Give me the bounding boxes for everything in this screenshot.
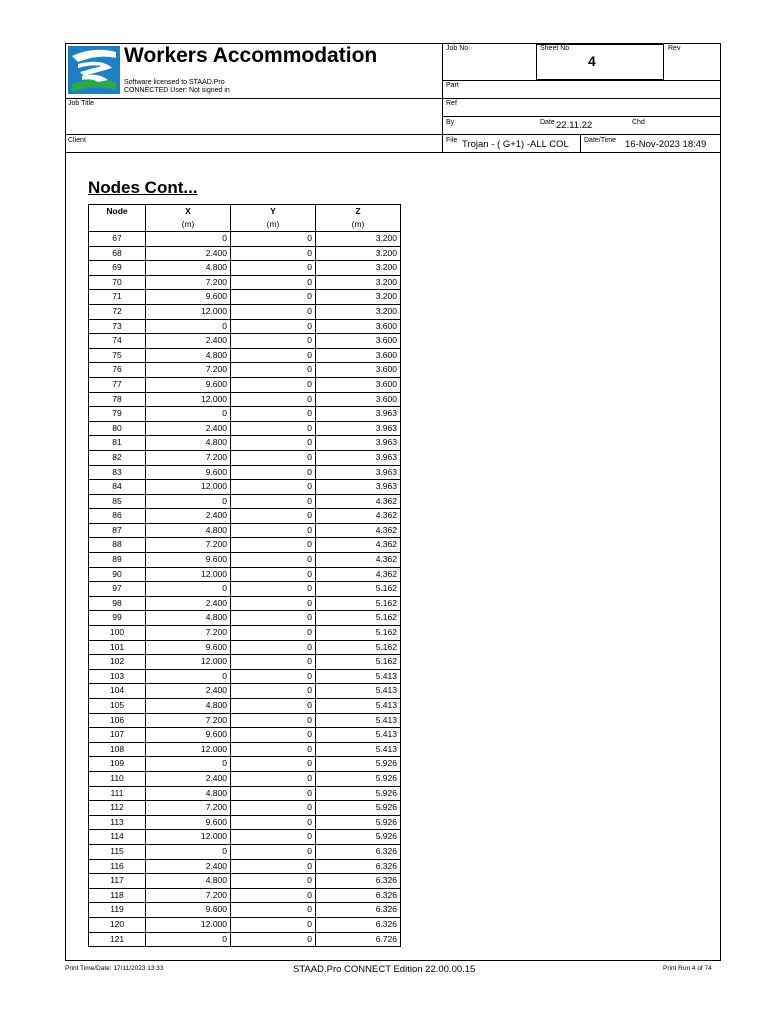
y-cell: 0 <box>231 640 316 655</box>
y-cell: 0 <box>231 917 316 932</box>
node-id-cell: 97 <box>89 582 146 597</box>
x-cell: 12.000 <box>146 655 231 670</box>
y-cell: 0 <box>231 304 316 319</box>
header-x: X <box>146 205 231 218</box>
z-cell: 3.200 <box>316 232 401 247</box>
z-cell: 4.362 <box>316 567 401 582</box>
table-row <box>89 917 401 932</box>
x-cell: 12.000 <box>146 917 231 932</box>
header-y: Y <box>231 205 316 218</box>
table-row <box>89 334 401 349</box>
table-row <box>89 844 401 859</box>
x-cell: 9.600 <box>146 465 231 480</box>
x-cell: 9.600 <box>146 815 231 830</box>
node-id-cell: 87 <box>89 523 146 538</box>
z-cell: 3.600 <box>316 348 401 363</box>
z-cell: 3.963 <box>316 450 401 465</box>
x-cell: 4.800 <box>146 261 231 276</box>
y-cell: 0 <box>231 377 316 392</box>
table-row <box>89 640 401 655</box>
z-cell: 5.926 <box>316 801 401 816</box>
x-cell: 0 <box>146 757 231 772</box>
x-cell: 9.600 <box>146 290 231 305</box>
table-row <box>89 713 401 728</box>
table-row <box>89 377 401 392</box>
node-id-cell: 117 <box>89 874 146 889</box>
z-cell: 5.413 <box>316 742 401 757</box>
y-cell: 0 <box>231 611 316 626</box>
x-cell: 4.800 <box>146 874 231 889</box>
z-cell: 6.326 <box>316 888 401 903</box>
table-row <box>89 859 401 874</box>
table-row <box>89 261 401 276</box>
table-row <box>89 290 401 305</box>
x-cell: 9.600 <box>146 553 231 568</box>
file-label: File <box>446 137 458 144</box>
x-cell: 2.400 <box>146 684 231 699</box>
y-cell: 0 <box>231 436 316 451</box>
y-cell: 0 <box>231 246 316 261</box>
x-cell: 12.000 <box>146 567 231 582</box>
y-cell: 0 <box>231 232 316 247</box>
node-id-cell: 106 <box>89 713 146 728</box>
z-cell: 3.963 <box>316 436 401 451</box>
z-cell: 5.162 <box>316 582 401 597</box>
y-cell: 0 <box>231 523 316 538</box>
x-cell: 12.000 <box>146 304 231 319</box>
z-cell: 6.326 <box>316 859 401 874</box>
x-cell: 4.800 <box>146 348 231 363</box>
z-cell: 3.963 <box>316 465 401 480</box>
y-cell: 0 <box>231 699 316 714</box>
z-cell: 6.326 <box>316 917 401 932</box>
unit-z: (m) <box>316 217 401 232</box>
x-cell: 12.000 <box>146 480 231 495</box>
table-row <box>89 801 401 816</box>
y-cell: 0 <box>231 830 316 845</box>
y-cell: 0 <box>231 888 316 903</box>
x-cell: 7.200 <box>146 275 231 290</box>
file-value: Trojan - ( G+1) -ALL COL <box>462 139 569 150</box>
job-title-label: Job Title <box>68 100 95 107</box>
y-cell: 0 <box>231 815 316 830</box>
z-cell: 3.963 <box>316 480 401 495</box>
z-cell: 3.600 <box>316 334 401 349</box>
y-cell: 0 <box>231 932 316 947</box>
header-z: Z <box>316 205 401 218</box>
y-cell: 0 <box>231 801 316 816</box>
z-cell: 3.200 <box>316 261 401 276</box>
node-id-cell: 112 <box>89 801 146 816</box>
part-label: Part <box>446 82 459 89</box>
x-cell: 7.200 <box>146 538 231 553</box>
z-cell: 5.162 <box>316 626 401 641</box>
z-cell: 5.162 <box>316 596 401 611</box>
y-cell: 0 <box>231 538 316 553</box>
node-id-cell: 70 <box>89 275 146 290</box>
table-row <box>89 742 401 757</box>
x-cell: 12.000 <box>146 830 231 845</box>
section-title: Nodes Cont... <box>88 178 198 197</box>
table-row <box>89 494 401 509</box>
node-id-cell: 82 <box>89 450 146 465</box>
x-cell: 4.800 <box>146 611 231 626</box>
x-cell: 0 <box>146 669 231 684</box>
z-cell: 5.413 <box>316 713 401 728</box>
y-cell: 0 <box>231 771 316 786</box>
z-cell: 6.326 <box>316 844 401 859</box>
node-id-cell: 99 <box>89 611 146 626</box>
z-cell: 3.963 <box>316 407 401 422</box>
y-cell: 0 <box>231 480 316 495</box>
x-cell: 7.200 <box>146 801 231 816</box>
z-cell: 5.926 <box>316 786 401 801</box>
node-id-cell: 107 <box>89 728 146 743</box>
x-cell: 4.800 <box>146 436 231 451</box>
x-cell: 4.800 <box>146 786 231 801</box>
z-cell: 4.362 <box>316 509 401 524</box>
z-cell: 5.926 <box>316 771 401 786</box>
x-cell: 9.600 <box>146 903 231 918</box>
table-row <box>89 582 401 597</box>
table-row <box>89 757 401 772</box>
y-cell: 0 <box>231 582 316 597</box>
x-cell: 0 <box>146 407 231 422</box>
date-label: Date <box>540 119 555 126</box>
y-cell: 0 <box>231 494 316 509</box>
y-cell: 0 <box>231 509 316 524</box>
table-row <box>89 553 401 568</box>
node-id-cell: 86 <box>89 509 146 524</box>
table-row <box>89 830 401 845</box>
chd-label: Chd <box>632 119 645 126</box>
sheet-no-label: Sheet No <box>540 45 570 52</box>
z-cell: 5.413 <box>316 684 401 699</box>
x-cell: 2.400 <box>146 509 231 524</box>
node-id-cell: 120 <box>89 917 146 932</box>
y-cell: 0 <box>231 757 316 772</box>
node-id-cell: 119 <box>89 903 146 918</box>
node-id-cell: 118 <box>89 888 146 903</box>
table-row <box>89 232 401 247</box>
table-row <box>89 903 401 918</box>
node-id-cell: 69 <box>89 261 146 276</box>
y-cell: 0 <box>231 407 316 422</box>
y-cell: 0 <box>231 421 316 436</box>
y-cell: 0 <box>231 290 316 305</box>
x-cell: 7.200 <box>146 626 231 641</box>
y-cell: 0 <box>231 450 316 465</box>
x-cell: 0 <box>146 232 231 247</box>
table-row <box>89 421 401 436</box>
z-cell: 3.600 <box>316 377 401 392</box>
z-cell: 6.326 <box>316 903 401 918</box>
node-id-cell: 85 <box>89 494 146 509</box>
x-cell: 2.400 <box>146 771 231 786</box>
z-cell: 4.362 <box>316 538 401 553</box>
y-cell: 0 <box>231 626 316 641</box>
unit-y: (m) <box>231 217 316 232</box>
y-cell: 0 <box>231 728 316 743</box>
x-cell: 0 <box>146 932 231 947</box>
y-cell: 0 <box>231 669 316 684</box>
y-cell: 0 <box>231 465 316 480</box>
z-cell: 5.413 <box>316 699 401 714</box>
y-cell: 0 <box>231 275 316 290</box>
table-row <box>89 932 401 947</box>
table-row <box>89 596 401 611</box>
z-cell: 5.162 <box>316 611 401 626</box>
datetime-label: Date/Time <box>584 137 617 144</box>
z-cell: 5.413 <box>316 728 401 743</box>
y-cell: 0 <box>231 655 316 670</box>
x-cell: 12.000 <box>146 392 231 407</box>
z-cell: 5.926 <box>316 830 401 845</box>
x-cell: 9.600 <box>146 640 231 655</box>
edition: STAAD.Pro CONNECT Edition 22.00.00.15 <box>293 964 476 975</box>
table-row <box>89 888 401 903</box>
table-row <box>89 567 401 582</box>
node-id-cell: 71 <box>89 290 146 305</box>
x-cell: 7.200 <box>146 888 231 903</box>
project-title: Workers Accommodation <box>124 44 378 67</box>
x-cell: 7.200 <box>146 450 231 465</box>
table-row <box>89 684 401 699</box>
node-id-cell: 116 <box>89 859 146 874</box>
node-id-cell: 114 <box>89 830 146 845</box>
node-id-cell: 84 <box>89 480 146 495</box>
table-row <box>89 699 401 714</box>
node-id-cell: 121 <box>89 932 146 947</box>
node-id-cell: 72 <box>89 304 146 319</box>
x-cell: 7.200 <box>146 363 231 378</box>
node-id-cell: 78 <box>89 392 146 407</box>
node-id-cell: 75 <box>89 348 146 363</box>
z-cell: 5.926 <box>316 757 401 772</box>
z-cell: 4.362 <box>316 553 401 568</box>
node-id-cell: 89 <box>89 553 146 568</box>
node-id-cell: 98 <box>89 596 146 611</box>
x-cell: 7.200 <box>146 713 231 728</box>
node-id-cell: 83 <box>89 465 146 480</box>
table-row <box>89 728 401 743</box>
node-id-cell: 110 <box>89 771 146 786</box>
unit-x: (m) <box>146 217 231 232</box>
z-cell: 4.362 <box>316 494 401 509</box>
table-row <box>89 450 401 465</box>
x-cell: 2.400 <box>146 596 231 611</box>
y-cell: 0 <box>231 844 316 859</box>
node-id-cell: 103 <box>89 669 146 684</box>
z-cell: 3.200 <box>316 290 401 305</box>
y-cell: 0 <box>231 903 316 918</box>
table-row <box>89 436 401 451</box>
table-row <box>89 275 401 290</box>
table-row <box>89 538 401 553</box>
x-cell: 0 <box>146 319 231 334</box>
z-cell: 3.200 <box>316 246 401 261</box>
node-id-cell: 104 <box>89 684 146 699</box>
staad-logo-icon <box>68 46 120 94</box>
date-value: 22.11.22 <box>556 120 593 131</box>
z-cell: 4.362 <box>316 523 401 538</box>
node-id-cell: 101 <box>89 640 146 655</box>
y-cell: 0 <box>231 713 316 728</box>
unit-node <box>89 217 146 232</box>
node-id-cell: 68 <box>89 246 146 261</box>
table-row <box>89 363 401 378</box>
license-line-1: Software licensed to STAAD.Pro <box>124 79 225 86</box>
table-row <box>89 246 401 261</box>
node-id-cell: 73 <box>89 319 146 334</box>
table-row <box>89 669 401 684</box>
z-cell: 3.963 <box>316 421 401 436</box>
header-node: Node <box>89 205 146 218</box>
table-row <box>89 319 401 334</box>
y-cell: 0 <box>231 392 316 407</box>
x-cell: 4.800 <box>146 523 231 538</box>
table-row <box>89 815 401 830</box>
node-id-cell: 115 <box>89 844 146 859</box>
job-no-label: Job No <box>446 45 469 52</box>
table-row <box>89 786 401 801</box>
datetime-value: 16-Nov-2023 18:49 <box>625 139 707 150</box>
x-cell: 2.400 <box>146 421 231 436</box>
table-row <box>89 407 401 422</box>
z-cell: 5.926 <box>316 815 401 830</box>
node-id-cell: 81 <box>89 436 146 451</box>
node-id-cell: 100 <box>89 626 146 641</box>
z-cell: 3.600 <box>316 392 401 407</box>
y-cell: 0 <box>231 553 316 568</box>
table-row <box>89 874 401 889</box>
x-cell: 0 <box>146 582 231 597</box>
z-cell: 6.326 <box>316 874 401 889</box>
node-id-cell: 80 <box>89 421 146 436</box>
y-cell: 0 <box>231 742 316 757</box>
y-cell: 0 <box>231 859 316 874</box>
table-row <box>89 509 401 524</box>
license-line-2: CONNECTED User: Not signed in <box>124 87 230 94</box>
table-row <box>89 304 401 319</box>
nodes-table <box>88 204 401 947</box>
y-cell: 0 <box>231 348 316 363</box>
table-row <box>89 348 401 363</box>
node-id-cell: 111 <box>89 786 146 801</box>
node-id-cell: 77 <box>89 377 146 392</box>
x-cell: 9.600 <box>146 728 231 743</box>
node-id-cell: 108 <box>89 742 146 757</box>
z-cell: 5.413 <box>316 669 401 684</box>
z-cell: 6.726 <box>316 932 401 947</box>
node-id-cell: 113 <box>89 815 146 830</box>
ref-label: Ref <box>446 100 457 107</box>
x-cell: 4.800 <box>146 699 231 714</box>
x-cell: 2.400 <box>146 246 231 261</box>
table-row <box>89 392 401 407</box>
node-id-cell: 76 <box>89 363 146 378</box>
print-time: Print Time/Date: 17/11/2023 13:33 <box>65 965 164 972</box>
z-cell: 3.200 <box>316 304 401 319</box>
z-cell: 3.600 <box>316 363 401 378</box>
table-row <box>89 465 401 480</box>
print-run: Print Run 4 of 74 <box>663 965 712 972</box>
y-cell: 0 <box>231 874 316 889</box>
table-row <box>89 771 401 786</box>
sheet-no-value: 4 <box>588 53 596 69</box>
y-cell: 0 <box>231 567 316 582</box>
x-cell: 0 <box>146 494 231 509</box>
x-cell: 0 <box>146 844 231 859</box>
node-id-cell: 90 <box>89 567 146 582</box>
node-id-cell: 102 <box>89 655 146 670</box>
y-cell: 0 <box>231 684 316 699</box>
table-row <box>89 611 401 626</box>
node-id-cell: 88 <box>89 538 146 553</box>
table-row <box>89 626 401 641</box>
rev-label: Rev <box>668 45 681 52</box>
node-id-cell: 109 <box>89 757 146 772</box>
y-cell: 0 <box>231 596 316 611</box>
z-cell: 5.162 <box>316 655 401 670</box>
y-cell: 0 <box>231 786 316 801</box>
node-id-cell: 67 <box>89 232 146 247</box>
node-id-cell: 105 <box>89 699 146 714</box>
z-cell: 5.162 <box>316 640 401 655</box>
x-cell: 9.600 <box>146 377 231 392</box>
table-row <box>89 523 401 538</box>
client-label: Client <box>68 137 86 144</box>
table-row <box>89 480 401 495</box>
z-cell: 3.600 <box>316 319 401 334</box>
y-cell: 0 <box>231 334 316 349</box>
node-id-cell: 79 <box>89 407 146 422</box>
node-id-cell: 74 <box>89 334 146 349</box>
by-label: By <box>446 119 455 126</box>
y-cell: 0 <box>231 319 316 334</box>
x-cell: 2.400 <box>146 334 231 349</box>
x-cell: 2.400 <box>146 859 231 874</box>
table-row <box>89 655 401 670</box>
z-cell: 3.200 <box>316 275 401 290</box>
y-cell: 0 <box>231 363 316 378</box>
x-cell: 12.000 <box>146 742 231 757</box>
y-cell: 0 <box>231 261 316 276</box>
